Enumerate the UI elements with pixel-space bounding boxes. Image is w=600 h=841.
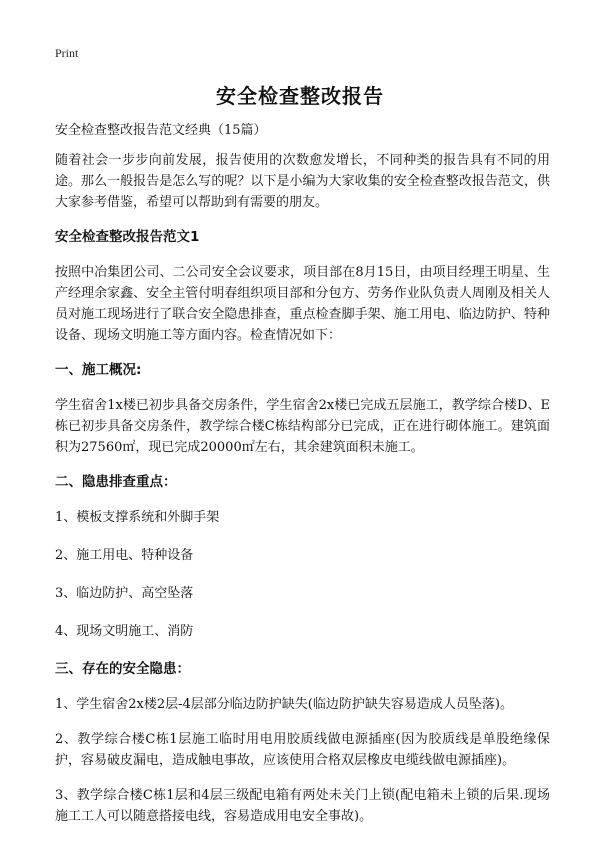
- section-heading-sample-1: 安全检查整改报告范文1: [55, 229, 200, 245]
- focus-item-4: 4、现场文明施工、消防: [55, 624, 194, 639]
- section-heading-hazards: 三、存在的安全隐患：: [55, 661, 190, 677]
- print-link[interactable]: Print: [55, 46, 79, 60]
- intro-paragraph: 随着社会一步步向前发展，报告使用的次数愈发增长，不同种类的报告具有不同的用途。那么一般报告是怎么写的呢？以下是小编为大家收集的安全检查整改报告范文，供大家参考借鉴，希望可以帮助到有需要的朋友。: [55, 153, 550, 210]
- overview-paragraph: 学生宿舍1x楼已初步具备交房条件，学生宿舍2x楼已完成五层施工，教学综合楼D、E栋已初步具备交房条件，教学综合楼C栋结构部分已完成，正在进行砌体施工。建筑面积为27560㎡，现已完成20000㎡左右，其余建筑面积未施工。: [55, 398, 550, 455]
- section-heading-focus: 二、隐患排查重点：: [55, 474, 177, 490]
- hazard-item-3: 3、教学综合楼C栋1层和4层三级配电箱有两处未关门上锁(配电箱未上锁的后果.现场施工工人可以随意搭接电线，容易造成用电安全事故)。: [55, 788, 550, 824]
- hazard-item-2: 2、教学综合楼C栋1层施工临时用电用胶质线做电源插座(因为胶质线是单股绝缘保护，容易破皮漏电，造成触电事故，应该使用合格双层橡皮电缆线做电源插座)。: [55, 732, 550, 768]
- focus-item-1: 1、模板支撑系统和外脚手架: [55, 510, 220, 525]
- page-title: 安全检查整改报告: [216, 84, 384, 108]
- document-body: [55, 120, 550, 841]
- focus-item-2: 2、施工用电、特种设备: [55, 548, 194, 563]
- sample-1-paragraph: 按照中冶集团公司、二公司安全会议要求，项目部在8月15日，由项目经理王明星、生产经理余家鑫、安全主管付明春组织项目部和分包方、劳务作业队负责人周刚及相关人员对施工现场进行了联合安全隐患排查，重点检查脚手架、施工用电、临边防护、特种设备、现场文明施工等方面内容。检查情况如下：: [55, 265, 550, 343]
- section-heading-overview: 一、施工概况:: [55, 362, 142, 378]
- focus-item-3: 3、临边防护、高空坠落: [55, 586, 194, 601]
- subtitle: 安全检查整改报告范文经典（15篇）: [55, 123, 267, 138]
- hazard-item-1: 1、学生宿舍2x楼2层-4层部分临边防护缺失(临边防护缺失容易造成人员坠落)。: [55, 697, 513, 712]
